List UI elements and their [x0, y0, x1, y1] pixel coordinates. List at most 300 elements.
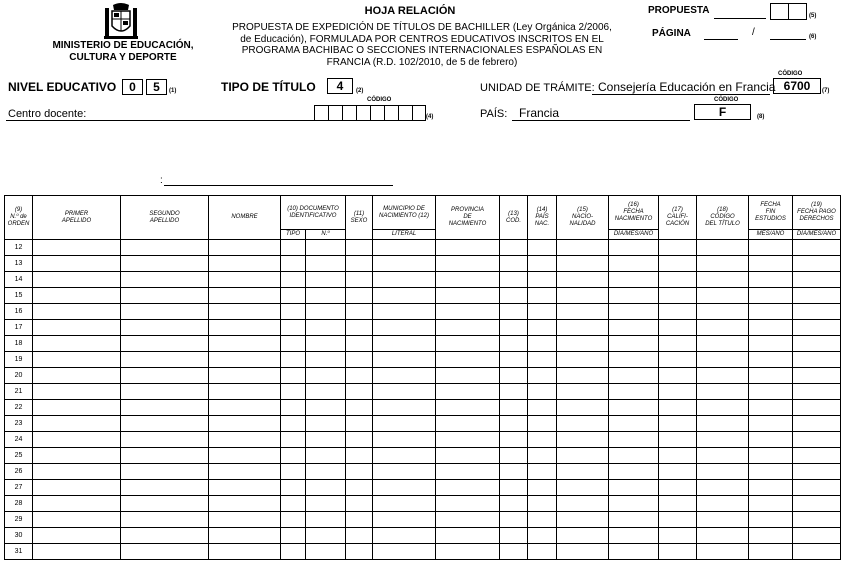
- table-cell[interactable]: [281, 240, 306, 256]
- table-cell[interactable]: [528, 448, 557, 464]
- table-cell[interactable]: [500, 288, 528, 304]
- table-cell[interactable]: [306, 544, 346, 560]
- table-cell[interactable]: [209, 432, 281, 448]
- table-cell[interactable]: [121, 480, 209, 496]
- table-cell[interactable]: [793, 400, 841, 416]
- table-cell[interactable]: [659, 384, 697, 400]
- table-cell[interactable]: [749, 304, 793, 320]
- table-cell[interactable]: [281, 368, 306, 384]
- table-cell[interactable]: [121, 304, 209, 320]
- table-cell[interactable]: [697, 352, 749, 368]
- table-cell[interactable]: [528, 400, 557, 416]
- table-cell[interactable]: [697, 464, 749, 480]
- table-cell[interactable]: [793, 544, 841, 560]
- table-cell[interactable]: [33, 432, 121, 448]
- table-cell[interactable]: [209, 416, 281, 432]
- table-cell[interactable]: [373, 240, 436, 256]
- table-cell[interactable]: [793, 256, 841, 272]
- table-cell[interactable]: [346, 432, 373, 448]
- table-cell[interactable]: [697, 256, 749, 272]
- colon-field[interactable]: [164, 173, 393, 186]
- centro-codigo-cell[interactable]: [385, 106, 399, 120]
- table-cell[interactable]: [557, 528, 609, 544]
- table-cell[interactable]: [121, 464, 209, 480]
- table-cell[interactable]: [209, 240, 281, 256]
- table-cell[interactable]: [209, 384, 281, 400]
- table-cell[interactable]: [209, 464, 281, 480]
- table-cell[interactable]: [33, 464, 121, 480]
- table-cell[interactable]: [500, 432, 528, 448]
- table-cell[interactable]: [121, 272, 209, 288]
- table-cell[interactable]: [209, 272, 281, 288]
- table-cell[interactable]: [528, 384, 557, 400]
- table-cell[interactable]: [500, 240, 528, 256]
- table-cell[interactable]: [557, 320, 609, 336]
- table-cell[interactable]: [609, 240, 659, 256]
- table-cell[interactable]: [749, 528, 793, 544]
- table-cell[interactable]: [121, 496, 209, 512]
- table-cell[interactable]: [528, 416, 557, 432]
- table-cell[interactable]: [500, 384, 528, 400]
- table-cell[interactable]: [121, 352, 209, 368]
- table-cell[interactable]: [659, 368, 697, 384]
- table-cell[interactable]: [528, 320, 557, 336]
- table-cell[interactable]: [306, 304, 346, 320]
- table-cell[interactable]: [306, 240, 346, 256]
- table-cell[interactable]: [697, 416, 749, 432]
- table-cell[interactable]: [528, 496, 557, 512]
- table-cell[interactable]: [209, 480, 281, 496]
- table-cell[interactable]: [373, 496, 436, 512]
- table-cell[interactable]: [346, 320, 373, 336]
- table-cell[interactable]: [557, 432, 609, 448]
- table-cell[interactable]: [209, 400, 281, 416]
- table-cell[interactable]: [373, 368, 436, 384]
- table-cell[interactable]: [373, 320, 436, 336]
- centro-codigo-cell[interactable]: [343, 106, 357, 120]
- table-cell[interactable]: [609, 304, 659, 320]
- table-cell[interactable]: [697, 368, 749, 384]
- table-cell[interactable]: [528, 432, 557, 448]
- table-cell[interactable]: [33, 448, 121, 464]
- table-cell[interactable]: [500, 544, 528, 560]
- table-cell[interactable]: [281, 400, 306, 416]
- table-cell[interactable]: [528, 544, 557, 560]
- table-cell[interactable]: [528, 528, 557, 544]
- table-cell[interactable]: [436, 400, 500, 416]
- table-cell[interactable]: [373, 416, 436, 432]
- table-cell[interactable]: [697, 496, 749, 512]
- table-cell[interactable]: [306, 528, 346, 544]
- table-cell[interactable]: [749, 320, 793, 336]
- table-cell[interactable]: [33, 352, 121, 368]
- table-cell[interactable]: [281, 496, 306, 512]
- table-cell[interactable]: [500, 416, 528, 432]
- table-cell[interactable]: [697, 240, 749, 256]
- table-cell[interactable]: [528, 352, 557, 368]
- table-cell[interactable]: [209, 544, 281, 560]
- table-cell[interactable]: [609, 272, 659, 288]
- table-cell[interactable]: [121, 432, 209, 448]
- centro-field[interactable]: [6, 106, 314, 121]
- table-cell[interactable]: [373, 448, 436, 464]
- pais-codigo-box[interactable]: F: [694, 104, 751, 120]
- table-cell[interactable]: [528, 240, 557, 256]
- table-cell[interactable]: [306, 256, 346, 272]
- table-cell[interactable]: [557, 496, 609, 512]
- table-cell[interactable]: [346, 368, 373, 384]
- table-cell[interactable]: [659, 416, 697, 432]
- table-cell[interactable]: [373, 304, 436, 320]
- table-cell[interactable]: [209, 448, 281, 464]
- table-cell[interactable]: [749, 336, 793, 352]
- table-cell[interactable]: [373, 480, 436, 496]
- table-cell[interactable]: [500, 448, 528, 464]
- table-cell[interactable]: [793, 432, 841, 448]
- table-cell[interactable]: [436, 352, 500, 368]
- table-cell[interactable]: [557, 400, 609, 416]
- table-cell[interactable]: [209, 512, 281, 528]
- table-cell[interactable]: [793, 528, 841, 544]
- table-cell[interactable]: [281, 480, 306, 496]
- table-cell[interactable]: [609, 384, 659, 400]
- table-cell[interactable]: [749, 256, 793, 272]
- unidad-codigo-box[interactable]: 6700: [773, 78, 821, 94]
- table-cell[interactable]: [557, 464, 609, 480]
- table-cell[interactable]: [659, 240, 697, 256]
- table-cell[interactable]: [528, 464, 557, 480]
- table-cell[interactable]: [436, 368, 500, 384]
- table-cell[interactable]: [281, 320, 306, 336]
- table-cell[interactable]: [609, 336, 659, 352]
- table-cell[interactable]: [33, 256, 121, 272]
- table-cell[interactable]: [609, 448, 659, 464]
- table-cell[interactable]: [749, 400, 793, 416]
- table-cell[interactable]: [659, 512, 697, 528]
- table-cell[interactable]: [306, 384, 346, 400]
- table-cell[interactable]: [609, 352, 659, 368]
- pagina-field-2[interactable]: [770, 27, 806, 40]
- table-cell[interactable]: [373, 384, 436, 400]
- table-cell[interactable]: [697, 432, 749, 448]
- table-cell[interactable]: [281, 272, 306, 288]
- table-cell[interactable]: [281, 464, 306, 480]
- table-cell[interactable]: [436, 544, 500, 560]
- table-cell[interactable]: [436, 240, 500, 256]
- table-cell[interactable]: [306, 336, 346, 352]
- centro-codigo-cell[interactable]: [329, 106, 343, 120]
- table-cell[interactable]: [33, 240, 121, 256]
- table-cell[interactable]: [500, 256, 528, 272]
- table-cell[interactable]: [528, 272, 557, 288]
- table-cell[interactable]: [306, 368, 346, 384]
- table-cell[interactable]: [373, 464, 436, 480]
- table-cell[interactable]: [793, 288, 841, 304]
- table-cell[interactable]: [749, 496, 793, 512]
- table-cell[interactable]: [121, 512, 209, 528]
- tipo-box[interactable]: 4: [327, 78, 353, 94]
- table-cell[interactable]: [346, 384, 373, 400]
- table-cell[interactable]: [306, 352, 346, 368]
- table-cell[interactable]: [609, 496, 659, 512]
- table-cell[interactable]: [557, 480, 609, 496]
- table-cell[interactable]: [306, 288, 346, 304]
- table-cell[interactable]: [209, 288, 281, 304]
- table-cell[interactable]: [33, 480, 121, 496]
- table-cell[interactable]: [749, 464, 793, 480]
- table-cell[interactable]: [121, 336, 209, 352]
- table-cell[interactable]: [346, 464, 373, 480]
- table-cell[interactable]: [528, 368, 557, 384]
- table-cell[interactable]: [659, 288, 697, 304]
- table-cell[interactable]: [281, 544, 306, 560]
- table-cell[interactable]: [346, 288, 373, 304]
- table-cell[interactable]: [659, 448, 697, 464]
- table-cell[interactable]: [749, 384, 793, 400]
- table-cell[interactable]: [281, 288, 306, 304]
- table-cell[interactable]: [793, 464, 841, 480]
- table-cell[interactable]: [346, 352, 373, 368]
- table-cell[interactable]: [436, 416, 500, 432]
- table-cell[interactable]: [749, 352, 793, 368]
- table-cell[interactable]: [373, 352, 436, 368]
- table-cell[interactable]: [33, 528, 121, 544]
- table-cell[interactable]: [609, 480, 659, 496]
- table-cell[interactable]: [793, 368, 841, 384]
- table-cell[interactable]: [697, 288, 749, 304]
- table-cell[interactable]: [500, 496, 528, 512]
- table-cell[interactable]: [306, 496, 346, 512]
- table-cell[interactable]: [697, 448, 749, 464]
- table-cell[interactable]: [793, 448, 841, 464]
- table-cell[interactable]: [659, 400, 697, 416]
- table-cell[interactable]: [697, 480, 749, 496]
- table-cell[interactable]: [373, 272, 436, 288]
- table-cell[interactable]: [306, 464, 346, 480]
- table-cell[interactable]: [306, 512, 346, 528]
- propuesta-box-1[interactable]: [770, 3, 789, 20]
- table-cell[interactable]: [436, 384, 500, 400]
- table-cell[interactable]: [373, 400, 436, 416]
- table-cell[interactable]: [33, 304, 121, 320]
- table-cell[interactable]: [436, 448, 500, 464]
- centro-codigo-cell[interactable]: [413, 106, 427, 120]
- table-cell[interactable]: [33, 368, 121, 384]
- table-cell[interactable]: [373, 512, 436, 528]
- table-cell[interactable]: [793, 384, 841, 400]
- table-cell[interactable]: [306, 432, 346, 448]
- table-cell[interactable]: [659, 544, 697, 560]
- centro-codigo-cell[interactable]: [371, 106, 385, 120]
- table-cell[interactable]: [749, 416, 793, 432]
- table-cell[interactable]: [749, 272, 793, 288]
- table-cell[interactable]: [33, 288, 121, 304]
- table-cell[interactable]: [209, 336, 281, 352]
- table-cell[interactable]: [500, 352, 528, 368]
- table-cell[interactable]: [609, 288, 659, 304]
- table-cell[interactable]: [609, 528, 659, 544]
- table-cell[interactable]: [281, 336, 306, 352]
- table-cell[interactable]: [749, 480, 793, 496]
- table-cell[interactable]: [557, 352, 609, 368]
- table-cell[interactable]: [209, 352, 281, 368]
- table-cell[interactable]: [306, 320, 346, 336]
- table-cell[interactable]: [500, 464, 528, 480]
- table-cell[interactable]: [121, 400, 209, 416]
- table-cell[interactable]: [436, 320, 500, 336]
- table-cell[interactable]: [281, 256, 306, 272]
- table-cell[interactable]: [281, 512, 306, 528]
- table-cell[interactable]: [659, 464, 697, 480]
- table-cell[interactable]: [436, 336, 500, 352]
- table-cell[interactable]: [121, 448, 209, 464]
- table-cell[interactable]: [557, 544, 609, 560]
- centro-codigo-cell[interactable]: [357, 106, 371, 120]
- table-cell[interactable]: [121, 240, 209, 256]
- table-cell[interactable]: [306, 448, 346, 464]
- table-cell[interactable]: [209, 496, 281, 512]
- table-cell[interactable]: [209, 528, 281, 544]
- table-cell[interactable]: [436, 480, 500, 496]
- table-cell[interactable]: [500, 304, 528, 320]
- table-cell[interactable]: [33, 320, 121, 336]
- table-cell[interactable]: [121, 288, 209, 304]
- propuesta-box-2[interactable]: [788, 3, 807, 20]
- table-cell[interactable]: [121, 544, 209, 560]
- table-cell[interactable]: [500, 272, 528, 288]
- table-cell[interactable]: [749, 544, 793, 560]
- table-cell[interactable]: [436, 272, 500, 288]
- table-cell[interactable]: [609, 416, 659, 432]
- table-cell[interactable]: [346, 496, 373, 512]
- table-cell[interactable]: [306, 272, 346, 288]
- table-cell[interactable]: [793, 320, 841, 336]
- table-cell[interactable]: [33, 416, 121, 432]
- nivel-digit-1[interactable]: 0: [122, 79, 143, 95]
- table-cell[interactable]: [121, 256, 209, 272]
- table-cell[interactable]: [659, 336, 697, 352]
- table-cell[interactable]: [557, 256, 609, 272]
- table-cell[interactable]: [793, 272, 841, 288]
- nivel-digit-2[interactable]: 5: [146, 79, 167, 95]
- table-cell[interactable]: [697, 320, 749, 336]
- table-cell[interactable]: [659, 304, 697, 320]
- table-cell[interactable]: [33, 496, 121, 512]
- table-cell[interactable]: [281, 352, 306, 368]
- table-cell[interactable]: [33, 384, 121, 400]
- table-cell[interactable]: [793, 416, 841, 432]
- table-cell[interactable]: [306, 480, 346, 496]
- table-cell[interactable]: [697, 384, 749, 400]
- table-cell[interactable]: [557, 384, 609, 400]
- table-cell[interactable]: [659, 432, 697, 448]
- table-cell[interactable]: [281, 416, 306, 432]
- table-cell[interactable]: [749, 432, 793, 448]
- table-cell[interactable]: [500, 528, 528, 544]
- table-cell[interactable]: [793, 480, 841, 496]
- table-cell[interactable]: [659, 320, 697, 336]
- table-cell[interactable]: [793, 304, 841, 320]
- table-cell[interactable]: [749, 448, 793, 464]
- centro-codigo-cell[interactable]: [399, 106, 413, 120]
- table-cell[interactable]: [659, 480, 697, 496]
- centro-codigo-boxes[interactable]: [314, 105, 426, 121]
- table-cell[interactable]: [609, 464, 659, 480]
- table-cell[interactable]: [793, 512, 841, 528]
- table-cell[interactable]: [749, 288, 793, 304]
- table-cell[interactable]: [609, 432, 659, 448]
- table-cell[interactable]: [436, 464, 500, 480]
- table-cell[interactable]: [436, 304, 500, 320]
- table-cell[interactable]: [557, 368, 609, 384]
- table-cell[interactable]: [528, 288, 557, 304]
- table-cell[interactable]: [373, 544, 436, 560]
- table-cell[interactable]: [697, 400, 749, 416]
- table-cell[interactable]: [436, 496, 500, 512]
- table-cell[interactable]: [346, 272, 373, 288]
- table-cell[interactable]: [436, 528, 500, 544]
- table-cell[interactable]: [557, 336, 609, 352]
- table-cell[interactable]: [281, 448, 306, 464]
- table-cell[interactable]: [121, 368, 209, 384]
- table-cell[interactable]: [697, 304, 749, 320]
- table-cell[interactable]: [697, 336, 749, 352]
- table-cell[interactable]: [373, 528, 436, 544]
- table-cell[interactable]: [659, 528, 697, 544]
- table-cell[interactable]: [793, 336, 841, 352]
- table-cell[interactable]: [609, 400, 659, 416]
- table-cell[interactable]: [793, 240, 841, 256]
- table-cell[interactable]: [436, 432, 500, 448]
- table-cell[interactable]: [500, 400, 528, 416]
- pagina-field-1[interactable]: [704, 27, 738, 40]
- table-cell[interactable]: [121, 416, 209, 432]
- table-cell[interactable]: [436, 256, 500, 272]
- table-cell[interactable]: [281, 304, 306, 320]
- table-cell[interactable]: [209, 304, 281, 320]
- table-cell[interactable]: [609, 368, 659, 384]
- table-cell[interactable]: [528, 256, 557, 272]
- table-cell[interactable]: [121, 528, 209, 544]
- table-cell[interactable]: [281, 528, 306, 544]
- table-cell[interactable]: [346, 480, 373, 496]
- table-cell[interactable]: [209, 320, 281, 336]
- table-cell[interactable]: [436, 512, 500, 528]
- table-cell[interactable]: [306, 416, 346, 432]
- table-cell[interactable]: [659, 496, 697, 512]
- table-cell[interactable]: [557, 272, 609, 288]
- table-cell[interactable]: [557, 512, 609, 528]
- table-cell[interactable]: [373, 336, 436, 352]
- table-cell[interactable]: [528, 304, 557, 320]
- table-cell[interactable]: [609, 256, 659, 272]
- table-cell[interactable]: [659, 352, 697, 368]
- table-cell[interactable]: [697, 272, 749, 288]
- table-cell[interactable]: [609, 320, 659, 336]
- table-cell[interactable]: [557, 448, 609, 464]
- table-cell[interactable]: [121, 384, 209, 400]
- centro-codigo-cell[interactable]: [315, 106, 329, 120]
- table-cell[interactable]: [33, 336, 121, 352]
- table-cell[interactable]: [306, 400, 346, 416]
- table-cell[interactable]: [557, 304, 609, 320]
- table-cell[interactable]: [33, 544, 121, 560]
- table-cell[interactable]: [373, 288, 436, 304]
- table-cell[interactable]: [121, 320, 209, 336]
- table-cell[interactable]: [697, 528, 749, 544]
- table-cell[interactable]: [436, 288, 500, 304]
- table-cell[interactable]: [281, 384, 306, 400]
